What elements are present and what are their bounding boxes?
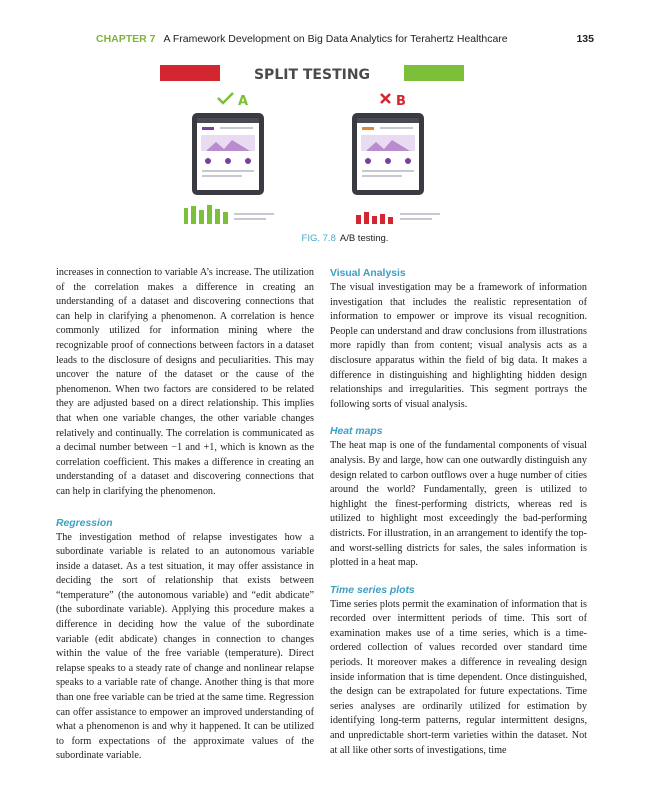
banner-green-block [404,65,464,81]
page-number: 135 [576,33,594,45]
visual-analysis-paragraph: The visual investigation may be a framework of information investigation that includes the realistic representation of information to empower or improve its visual recognition. People can understand and draw conclusions from illustrations more rapidly than from content; visual analysis acts as a disclosure apparatus within the field of big data. It makes a difference in distinguishing and highlighting hidden design relationships and irregularities. This segment portrays the following sorts of visual analysis. [330,282,587,410]
chapter-label: CHAPTER 7 [96,33,156,45]
figure-caption [96,233,594,244]
left-column [56,266,314,764]
time-series-heading: Time series plots [330,584,415,596]
regression-heading: Regression [56,517,113,529]
variant-b-label: B [396,94,406,109]
running-header [96,33,594,47]
ab-testing-figure [160,58,500,233]
figure-caption-text: A/B testing. [339,233,389,244]
red-bar-chart [356,212,440,224]
figure-number: FIG. 7.8 [301,233,336,244]
right-column [330,266,587,758]
variant-a-label: A [238,94,249,109]
heat-maps-heading: Heat maps [330,426,383,438]
correlation-paragraph: increases in connection to variable A’s increase. The utilization of the correlation makes a difference in creating an understanding of a dataset and discovering connections that can help in clarifying a phenomenon. A correlation is hence commonly utilized for information mining where the recognizable proof of connections between factors in a dataset leads to the disclosure of designs and peculiarities. This may uncover the nature of the dataset or the cause of the phenomenon. When two factors are considered to be related they are adjusted based on a direct relationship. This implies that when one variable changes, the other variable changes relatively and continually. The correlation is communicated as a decimal number between −1 and +1, which is known as the correlation coefficient. This makes a difference in creating an understanding of a dataset and discovering connections that can help in clarifying the phenomenon. [56,267,314,497]
split-testing-illustration [160,58,500,233]
cross-icon [381,94,390,103]
time-series-paragraph: Time series plots permit the examination of information that is recorded over intermittent periods of time. This sort of examination makes use of a time series, which is a time-ordered collection of values recorded over standard time periods. It moreover makes a difference in revealing design inside information that is time dependent. Once distinguished, the design can be extrapolated for future expectations. Time series analyses are ordinarily utilized for estimation by identifying long-term patterns, regular intermittent designs, and unpredictable short-term varieties within the dataset. Not at all like other sorts of investigations, time [330,598,587,756]
check-icon [218,93,233,103]
green-bar-chart [184,205,274,224]
regression-paragraph: The investigation method of relapse investigates how a subordinate variable is related to an autonomous variable inside a dataset. As a test situation, it may offer assistance in deciding the sort of relationship that exists between “temperature” (the autonomous variable) and “edit abdicate” (the subordinate variable). Applying this procedure makes a difference in deciding how the value of the subordinate variable (edit abdicate) changes in connection to changes within the value of the free variable (temperature). Direct relapse speaks to a steady rate of change and nonlinear relapse speaks to a variable rate of change. Another thing is that more than one free variable can be tried at the same time. Regression can offer assistance to empower an improved understanding of what a phenomenon is and why it happened. It can be utilized to form expectations of the approximate values of the subordinate variable. [56,531,314,762]
banner-title: SPLIT TESTING [253,67,371,83]
banner-red-block [160,65,220,81]
visual-analysis-heading: Visual Analysis [330,268,406,279]
chapter-title: A Framework Development on Big Data Analytics for Terahertz Healthcare [163,33,508,45]
heat-maps-paragraph: The heat map is one of the fundamental components of visual analysis. By and large, how can one outwardly distinguish any design related to carbon outflows over a huge number of cities around the world? Fundamentally, green is utilized to highlight the finest-performing districts, whereas red is utilized to highlight most exceedingly the bad-performing districts. For illustration, in an arrangement to identify the top- and worst-selling districts for sales, the sales information is plotted in a heat map. [330,440,587,569]
